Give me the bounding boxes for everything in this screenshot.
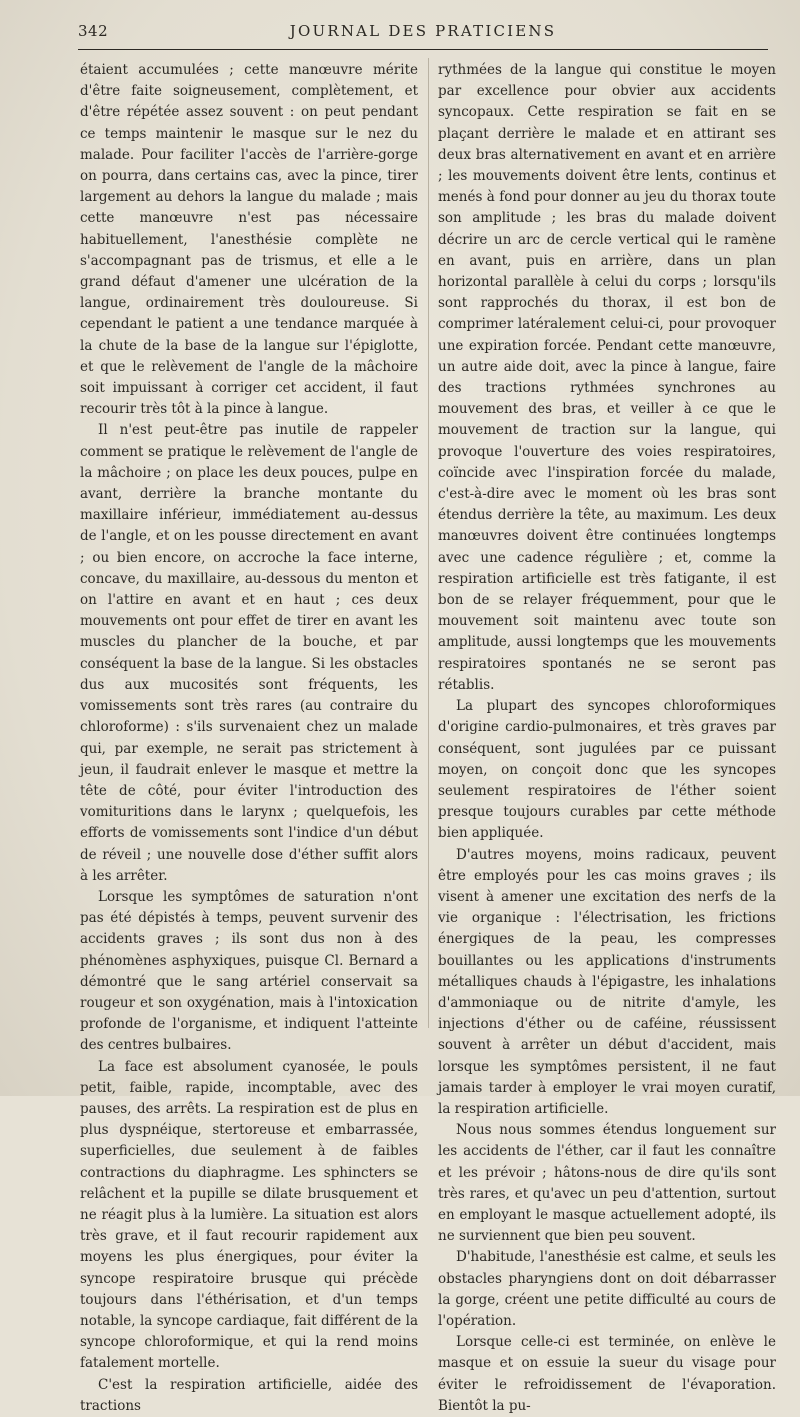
paragraph: Lorsque les symptômes de saturation n'ont pas été dépistés à temps, peuvent survenir des accidents graves ; ils sont dus non à des phénomènes asphyxiques, puisque Cl. Bernard a démontré que le sang artériel conservait sa rougeur et son oxygénation, mais à l'intoxication profonde de l'organisme, et indiquent l'atteinte des centres bulbaires.	[80, 888, 418, 1054]
page-header	[78, 22, 768, 42]
paragraph: C'est la respiration artificielle, aidée des tractions	[80, 1376, 418, 1414]
page-number: 342	[78, 22, 109, 40]
paragraph: Nous nous sommes étendus longuement sur les accidents de l'éther, car il faut les connaître et les prévoir ; hâtons-nous de dire qu'ils sont très rares, et qu'avec un peu d'attention, surtout en employant le masque actuellement adopté, ils ne surviennent que bien peu souvent.	[438, 1122, 776, 1245]
paragraph: D'habitude, l'anesthésie est calme, et seuls les obstacles pharyngiens dont on doit débarrasser la gorge, créent une petite difficulté au cours de l'opération.	[438, 1249, 776, 1329]
column-divider	[428, 58, 429, 1028]
paragraph: Lorsque celle-ci est terminée, on enlève le masque et on essuie la sueur du visage pour éviter le refroidissement de l'évaporation. Bientôt la pu-	[438, 1334, 776, 1414]
header-rule	[78, 49, 768, 50]
paragraph: La plupart des syncopes chloroformiques d'origine cardio-pulmonaires, et très graves par conséquent, sont jugulées par ce puissant moyen, on conçoit donc que les syncopes seulement respiratoires de l'éther soient presque toujours curables par cette méthode bien appliquée.	[438, 698, 776, 842]
left-column	[80, 60, 418, 1417]
paragraph: D'autres moyens, moins radicaux, peuvent être employés pour les cas moins graves ; ils visent à amener une excitation des nerfs de la vie organique : l'électrisation, les frictions énergiques de la peau, les compresses bouillantes ou les applications d'instruments métalliques chauds à l'épigastre, les inhalations d'ammoniaque ou de nitrite d'amyle, les injections d'éther ou de caféine, réussissent souvent à arrêter un début d'accident, mais lorsque les symptômes persistent, il ne faut jamais tarder à employer le vrai moyen curatif, la respiration artificielle.	[438, 846, 776, 1117]
paragraph: rythmées de la langue qui constitue le moyen par excellence pour obvier aux accidents syncopaux. Cette respiration se fait en se plaçant derrière le malade et en attirant ses deux bras alternativement en avant et en arrière ; les mouvements doivent être lents, continus et menés à fond pour donner au jeu du thorax toute son amplitude ; les bras du malade doivent décrire un arc de cercle vertical qui le ramène en avant, puis en arrière, dans un plan horizontal parallèle à celui du corps ; lorsqu'ils sont rapprochés du thorax, il est bon de comprimer latéralement celui-ci, pour provoquer une expiration forcée. Pendant cette manœuvre, un autre aide doit, avec la pince à langue, faire des tractions rythmées synchrones au mouvement des bras, et veiller à ce que le mouvement de traction sur la langue, qui provoque l'ouverture des voies respiratoires, coïncide avec l'inspiration forcée du malade, c'est-à-dire avec le moment où les bras sont étendus derrière la tête, au maximum. Les deux manœuvres doivent être continuées longtemps avec une cadence régulière ; et, comme la respiration artificielle est très fatigante, il est bon de se relayer fréquemment, pour que le mouvement soit maintenu avec toute son amplitude, aussi longtemps que les mouvements respiratoires spontanés ne se seront pas rétablis.	[438, 62, 776, 693]
paragraph: La face est absolument cyanosée, le pouls petit, faible, rapide, incomptable, avec des pauses, des arrêts. La respiration est de plus en plus dyspnéique, stertoreuse et embarrassée, superficielles, due seulement à de faibles contractions du diaphragme. Les sphincters se relâchent et la pupille se dilate brusquement et ne réagit plus à la lumière. La situation est alors très grave, et il faut recourir rapidement aux moyens les plus énergiques, pour éviter la syncope respiratoire brusque qui précède toujours dans l'éthérisation, et d'un temps notable, la syncope cardiaque, fait différent de la syncope chloroformique, et qui la rend moins fatalement mortelle.	[80, 1058, 418, 1372]
running-title: JOURNAL DES PRATICIENS	[289, 22, 557, 40]
right-column	[438, 60, 776, 1417]
paragraph: Il n'est peut-être pas inutile de rappeler comment se pratique le relèvement de l'angle de la mâchoire ; on place les deux pouces, pulpe en avant, derrière la branche montante du maxillaire inférieur, immédiatement au-dessus de l'angle, et on les pousse directement en avant ; ou bien encore, on accroche la face interne, concave, du maxillaire, au-dessous du menton et on l'attire en avant et en haut ; ces deux mouvements ont pour effet de tirer en avant les muscles du plancher de la bouche, et par conséquent la base de la langue. Si les obstacles dus aux mucosités sont fréquents, les vomissements sont très rares (au contraire du chloroforme) : s'ils survenaient chez un malade qui, par exemple, ne serait pas strictement à jeun, il faudrait enlever le masque et mettre la tête de côté, pour éviter l'introduction des vomituritions dans le larynx ; quelquefois, les efforts de vomissements sont l'indice d'un début de réveil ; une nouvelle dose d'éther suffit alors à les arrêter.	[80, 422, 418, 884]
paragraph: étaient accumulées ; cette manœuvre mérite d'être faite soigneusement, complètement, et d'être répétée assez souvent : on peut pendant ce temps maintenir le masque sur le nez du malade. Pour faciliter l'accès de l'arrière-gorge on pourra, dans certains cas, avec la pince, tirer largement au dehors la langue du malade ; mais cette manœuvre n'est pas nécessaire habituellement, l'anesthésie complète ne s'accompagnant pas de trismus, et elle a le grand défaut d'amener une ulcération de la langue, ordinairement très douloureuse. Si cependant le patient a une tendance marquée à la chute de la base de la langue sur l'épiglotte, et que le relèvement de l'angle de la mâchoire soit impuissant à corriger cet accident, il faut recourir très tôt à la pince à langue.	[80, 62, 418, 418]
